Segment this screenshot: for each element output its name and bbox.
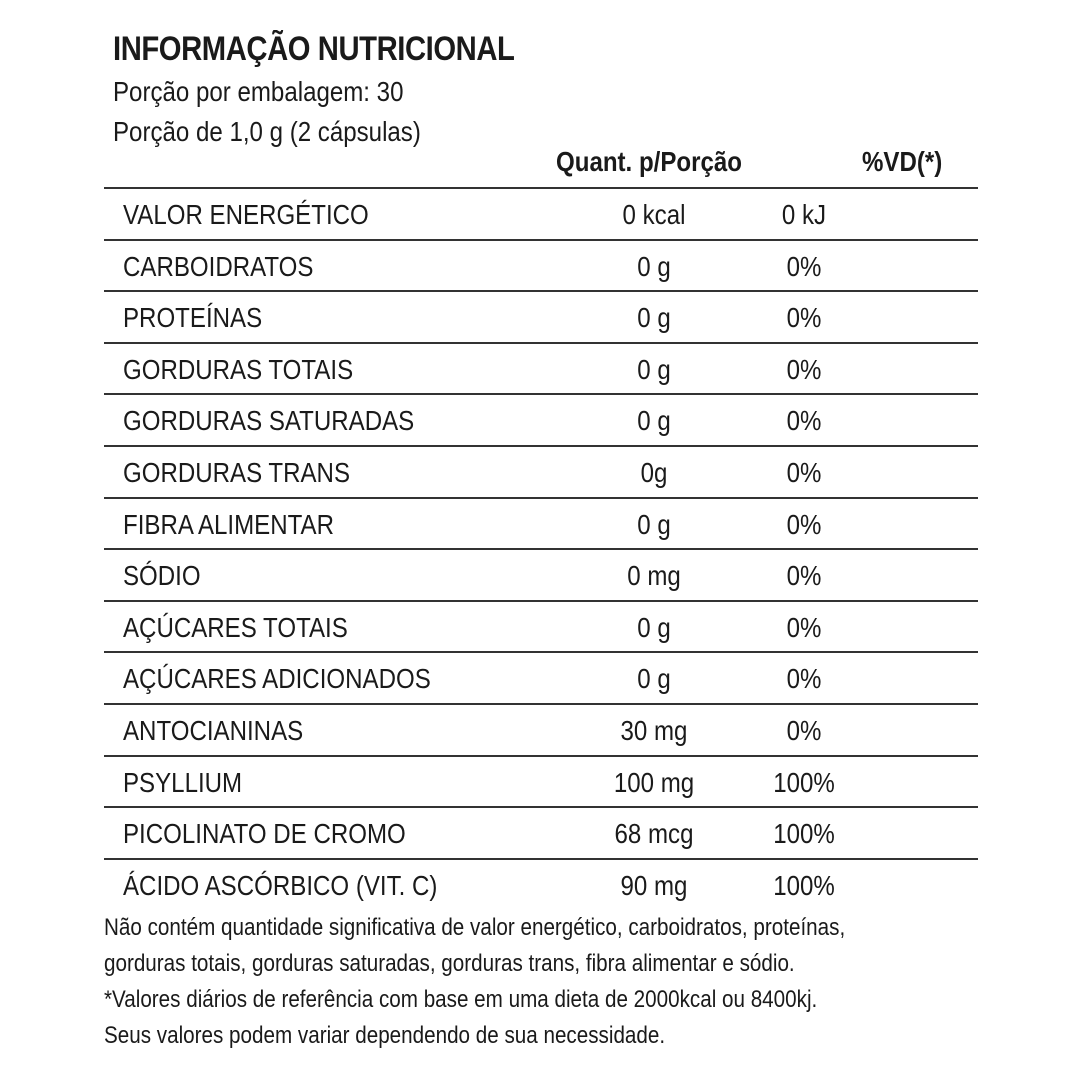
nutrient-quantity: 0 g <box>637 508 671 540</box>
table-row <box>104 395 978 447</box>
table-row <box>104 344 978 396</box>
nutrient-quantity: 0 g <box>637 353 671 385</box>
nutrient-name: ANTOCIANINAS <box>123 714 304 746</box>
nutrient-daily-value: 100% <box>773 869 835 901</box>
table-row <box>104 808 978 860</box>
nutrient-name: GORDURAS TOTAIS <box>123 353 354 385</box>
table-row <box>104 550 978 602</box>
nutrient-daily-value: 100% <box>773 818 835 850</box>
nutrient-daily-value: 0% <box>786 508 822 540</box>
nutrient-daily-value: 0% <box>786 714 822 746</box>
nutrient-daily-value: 0% <box>786 560 822 592</box>
table-row <box>104 292 978 344</box>
servings-per-package: Porção por embalagem: 30 <box>113 76 404 107</box>
nutrient-daily-value: 0% <box>786 611 822 643</box>
nutrient-daily-value: 100% <box>773 766 835 798</box>
table-row <box>104 757 978 809</box>
nutrient-daily-value: 0% <box>786 456 822 488</box>
nutrient-daily-value: 0% <box>786 250 822 282</box>
nutrient-quantity: 0g <box>640 456 668 488</box>
nutrient-name: PSYLLIUM <box>123 766 243 798</box>
nutrition-table <box>104 187 978 909</box>
nutrient-quantity: 0 g <box>637 611 671 643</box>
nutrient-name: FIBRA ALIMENTAR <box>123 508 334 540</box>
table-row <box>104 241 978 293</box>
nutrient-name: AÇÚCARES TOTAIS <box>123 611 348 643</box>
nutrient-name: PICOLINATO DE CROMO <box>123 818 406 850</box>
nutrient-quantity: 100 mg <box>613 766 695 798</box>
nutrient-name: GORDURAS TRANS <box>123 456 351 488</box>
nutrient-name: ÁCIDO ASCÓRBICO (VIT. C) <box>123 869 438 901</box>
nutrient-daily-value: 0% <box>786 353 822 385</box>
serving-size: Porção de 1,0 g (2 cápsulas) <box>113 116 421 147</box>
column-header-quantity: Quant. p/Porção <box>556 146 742 177</box>
table-row <box>104 602 978 654</box>
footnotes <box>104 910 964 1054</box>
nutrient-daily-value: 0% <box>786 663 822 695</box>
nutrient-quantity: 0 g <box>637 405 671 437</box>
footnote-line: Não contém quantidade significativa de valor energético, carboidratos, proteínas, <box>104 914 846 941</box>
nutrient-quantity: 0 kcal <box>622 199 686 230</box>
nutrient-name: GORDURAS SATURADAS <box>123 405 415 437</box>
nutrient-quantity: 0 g <box>637 663 671 695</box>
nutrient-quantity: 30 mg <box>620 714 688 746</box>
table-row <box>104 860 978 910</box>
table-row <box>104 447 978 499</box>
footnote-line: *Valores diários de referência com base em uma dieta de 2000kcal ou 8400kj. <box>104 986 818 1013</box>
nutrient-quantity: 68 mcg <box>614 818 694 850</box>
nutrient-name: AÇÚCARES ADICIONADOS <box>123 663 431 695</box>
nutrient-name: VALOR ENERGÉTICO <box>123 199 369 230</box>
footnote-line: gorduras totais, gorduras saturadas, gorduras trans, fibra alimentar e sódio. <box>104 950 795 977</box>
nutrient-daily-value: 0% <box>786 405 822 437</box>
nutrient-quantity: 0 g <box>637 250 671 282</box>
table-row <box>104 705 978 757</box>
table-row <box>104 189 978 241</box>
nutrient-name: PROTEÍNAS <box>123 302 263 334</box>
nutrient-name: CARBOIDRATOS <box>123 250 314 282</box>
nutrient-daily-value: 0 kJ <box>781 199 827 230</box>
nutrient-name: SÓDIO <box>123 560 201 592</box>
column-header-daily-value: %VD(*) <box>862 146 943 177</box>
footnote-line: Seus valores podem variar dependendo de sua necessidade. <box>104 1022 666 1049</box>
table-row <box>104 653 978 705</box>
table-row <box>104 499 978 551</box>
nutrient-quantity: 90 mg <box>620 869 688 901</box>
nutrient-quantity: 0 mg <box>627 560 681 592</box>
label-title: INFORMAÇÃO NUTRICIONAL <box>113 30 515 68</box>
nutrient-quantity: 0 g <box>637 302 671 334</box>
nutrient-daily-value: 0% <box>786 302 822 334</box>
